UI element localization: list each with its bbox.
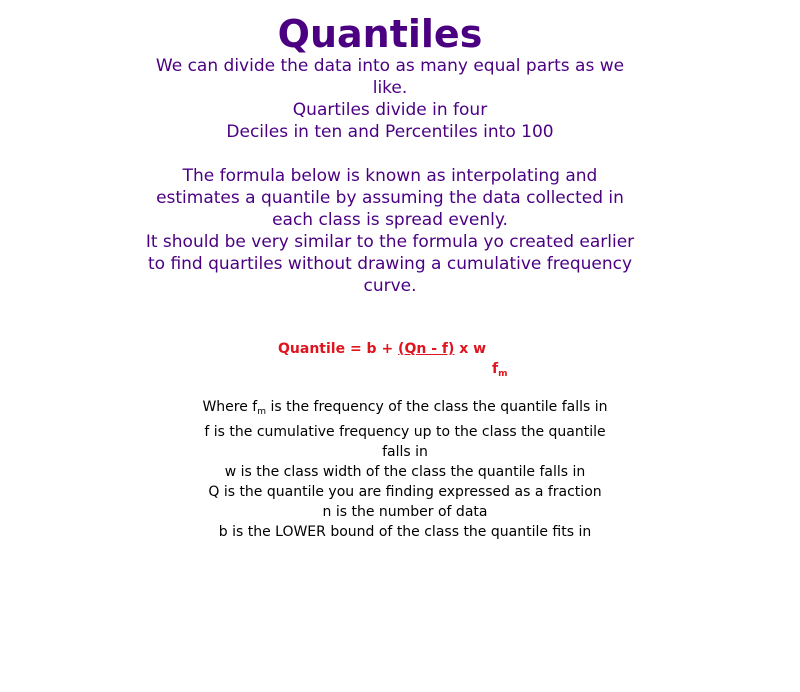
formula-denominator xyxy=(492,360,507,383)
intro-line-equal-parts: We can divide the data into as many equal parts as we like. xyxy=(155,56,625,98)
definition-n: n is the number of data xyxy=(322,504,488,520)
page-title: Quantiles xyxy=(277,12,483,56)
intro-line-similar-formula: It should be very similar to the formula yo created earlier to find quartiles without drawing a cumulative frequency curve. xyxy=(145,232,635,296)
formula-numerator-line xyxy=(278,340,486,358)
intro-line-quartiles: Quartiles divide in four xyxy=(292,100,488,120)
formula-denominator-sub: m xyxy=(498,369,508,379)
intro-spacer xyxy=(140,143,640,165)
definition-q: Q is the quantile you are finding expressed as a fraction xyxy=(208,484,602,500)
intro-line-interpolating: The formula below is known as interpolating and estimates a quantile by assuming the data collected in each class is spread evenly. xyxy=(156,166,624,230)
definition-f: f is the cumulative frequency up to the class the quantile falls in xyxy=(204,424,606,460)
definition-fm xyxy=(195,397,615,422)
definition-fm-sub: m xyxy=(257,407,267,417)
definition-fm-text: is the frequency of the class the quantile falls in xyxy=(266,399,608,415)
intro-line-deciles: Deciles in ten and Percentiles into 100 xyxy=(226,122,554,142)
formula-lhs: Quantile = b + xyxy=(278,341,399,357)
definition-w: w is the class width of the class the quantile falls in xyxy=(224,464,586,480)
definition-b: b is the LOWER bound of the class the quantile fits in xyxy=(218,524,592,540)
definition-fm-prefix: Where f xyxy=(202,399,258,415)
variable-definitions xyxy=(195,397,615,542)
formula-times-w: x w xyxy=(454,341,487,357)
intro-text xyxy=(140,55,640,297)
formula-numerator: (Qn - f) xyxy=(398,341,455,357)
formula-denominator-base: f xyxy=(492,361,499,377)
